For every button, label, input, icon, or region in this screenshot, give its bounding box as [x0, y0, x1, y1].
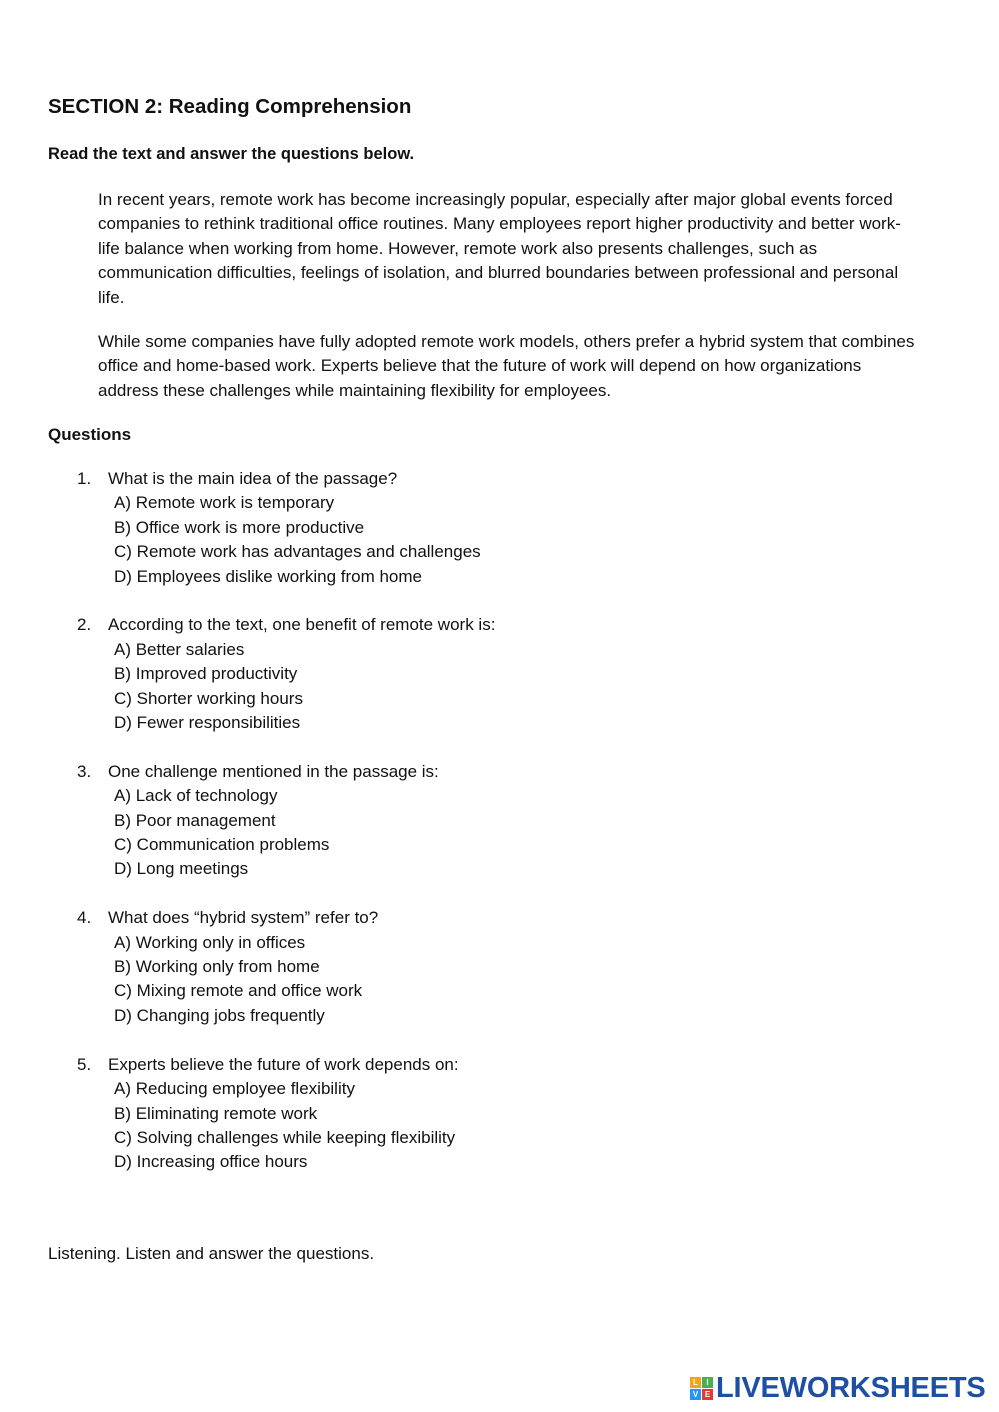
listening-instruction: Listening. Listen and answer the questions.	[48, 1244, 375, 1263]
question-text: What does “hybrid system” refer to?	[108, 908, 379, 928]
answer-options	[114, 491, 777, 589]
question-item	[77, 760, 777, 882]
answer-option[interactable]: C) Communication problems	[114, 835, 330, 855]
questions-heading: Questions	[48, 425, 132, 444]
answer-option[interactable]: D) Employees dislike working from home	[114, 566, 422, 586]
answer-option[interactable]: D) Changing jobs frequently	[114, 1005, 325, 1025]
logo-text: LIVEWORKSHEETS	[716, 1372, 986, 1404]
question-text: According to the text, one benefit of remote work is:	[108, 615, 496, 635]
answer-options	[114, 931, 777, 1029]
answer-option[interactable]: C) Solving challenges while keeping flexibility	[114, 1127, 456, 1147]
answer-option[interactable]: C) Shorter working hours	[114, 688, 303, 708]
question-item	[77, 467, 777, 589]
logo-mark-square: L	[690, 1377, 701, 1388]
answer-option[interactable]: A) Lack of technology	[114, 786, 278, 806]
question-item	[77, 1053, 777, 1175]
reading-passage	[98, 188, 918, 423]
answer-options	[114, 1077, 777, 1175]
answer-option[interactable]: A) Reducing employee flexibility	[114, 1079, 355, 1099]
answer-option[interactable]: C) Remote work has advantages and challenges	[114, 542, 481, 562]
answer-option[interactable]: B) Office work is more productive	[114, 517, 365, 537]
answer-option[interactable]: A) Better salaries	[114, 639, 245, 659]
question-number: 2.	[77, 615, 92, 635]
question-number: 5.	[77, 1054, 92, 1074]
passage-paragraph: While some companies have fully adopted remote work models, others prefer a hybrid system that combines office and home-based work. Experts believe that the future of work will depend on how organizations address these challenges while maintaining flexibility for employees.	[98, 332, 915, 400]
logo-mark-square: I	[702, 1377, 713, 1388]
instruction-text: Read the text and answer the questions below.	[48, 145, 415, 163]
liveworksheets-logo	[690, 1372, 986, 1405]
answer-option[interactable]: D) Long meetings	[114, 859, 249, 879]
answer-options	[114, 638, 777, 736]
answer-option[interactable]: B) Poor management	[114, 810, 276, 830]
question-number: 1.	[77, 469, 92, 488]
logo-mark-icon	[690, 1377, 713, 1400]
logo-mark-square: V	[690, 1389, 701, 1400]
answer-option[interactable]: D) Fewer responsibilities	[114, 713, 301, 733]
question-number: 4.	[77, 908, 92, 928]
answer-options	[114, 784, 777, 882]
question-text: What is the main idea of the passage?	[108, 469, 398, 488]
section-title: SECTION 2: Reading Comprehension	[48, 95, 412, 118]
answer-option[interactable]: A) Working only in offices	[114, 932, 306, 952]
answer-option[interactable]: C) Mixing remote and office work	[114, 981, 363, 1001]
question-text: Experts believe the future of work depends on:	[108, 1054, 459, 1074]
logo-mark-square: E	[702, 1389, 713, 1400]
question-number: 3.	[77, 761, 92, 781]
answer-option[interactable]: B) Improved productivity	[114, 664, 298, 684]
questions-list	[77, 467, 777, 1199]
answer-option[interactable]: B) Working only from home	[114, 957, 320, 977]
passage-paragraph: In recent years, remote work has become increasingly popular, especially after major global events forced companies to rethink traditional office routines. Many employees report higher productivity and better work-life balance when working from home. However, remote work also presents challenges, such as communication difficulties, feelings of isolation, and blurred boundaries between professional and personal life.	[98, 190, 901, 307]
answer-option[interactable]: A) Remote work is temporary	[114, 493, 335, 513]
question-text: One challenge mentioned in the passage is:	[108, 761, 439, 781]
answer-option[interactable]: D) Increasing office hours	[114, 1152, 308, 1172]
question-item	[77, 906, 777, 1028]
answer-option[interactable]: B) Eliminating remote work	[114, 1103, 318, 1123]
question-item	[77, 613, 777, 735]
